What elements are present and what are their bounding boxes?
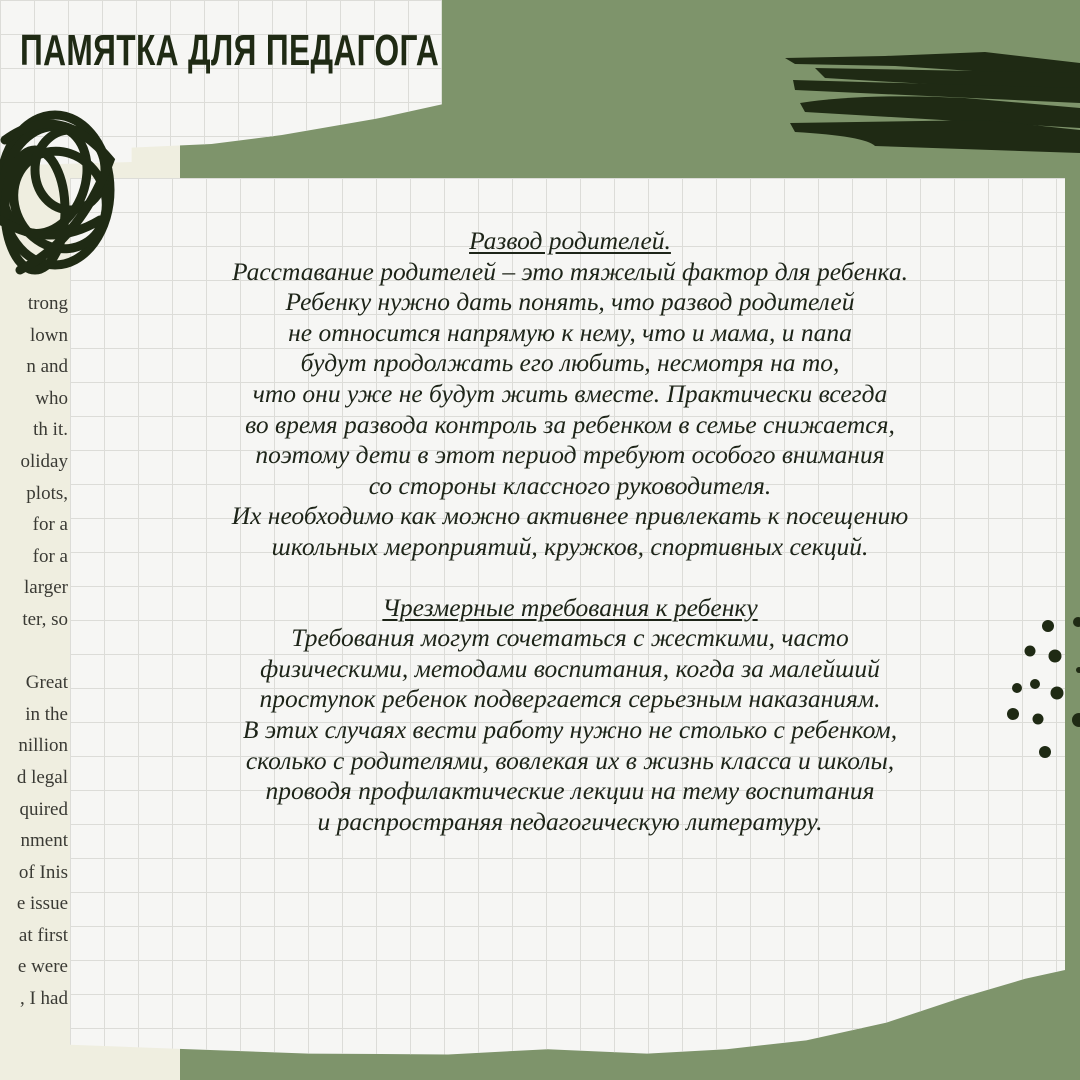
section-line: будут продолжать его любить, несмотря на то, <box>300 348 840 378</box>
memo-section <box>100 226 1040 563</box>
memo-section <box>100 593 1040 838</box>
book-line: e issue <box>16 893 68 915</box>
section-line: проступок ребенок подвергается серьезным наказаниям. <box>259 684 881 714</box>
section-line: проводя профилактические лекции на тему воспитания <box>265 776 875 806</box>
book-line: in the <box>25 703 68 725</box>
section-line: и распространяя педагогическую литературу. <box>317 806 823 836</box>
section-line: поэтому дети в этот период требуют особого внимания <box>255 440 885 470</box>
book-line: of Inis <box>18 861 68 883</box>
brush-strokes-icon <box>785 48 1080 158</box>
section-line: Требования могут сочетаться с жесткими, часто <box>291 623 849 653</box>
book-line: d legal <box>16 766 68 788</box>
book-line: plots, <box>26 482 68 504</box>
book-line: who <box>35 387 68 409</box>
section-line: В этих случаях вести работу нужно не столько с ребенком, <box>242 714 898 744</box>
section-heading: Развод родителей. <box>469 226 671 255</box>
section-line: со стороны классного руководителя. <box>368 470 772 500</box>
book-line: at first <box>18 924 68 946</box>
book-line: larger <box>24 577 68 599</box>
book-line: Great <box>25 672 68 694</box>
section-line: не относится напрямую к нему, что и мама, и папа <box>288 317 852 347</box>
book-line: for a <box>32 545 68 567</box>
book-line <box>0 636 68 668</box>
book-line: n and <box>26 356 68 378</box>
book-line: trong <box>27 293 68 314</box>
section-line: Их необходимо как можно активнее привлекать к посещению <box>231 501 909 531</box>
book-line: nillion <box>18 735 68 757</box>
section-line: физическими, методами воспитания, когда за малейший <box>260 653 880 683</box>
book-line: for a <box>32 514 68 536</box>
memo-content <box>100 226 1040 837</box>
book-line: e were <box>17 956 68 978</box>
section-heading-row <box>100 226 1040 257</box>
book-line: , I had <box>19 988 68 1010</box>
section-line: Ребенку нужно дать понять, что развод родителей <box>285 287 855 317</box>
book-line: nment <box>20 830 68 852</box>
page-title: ПАМЯТКА ДЛЯ ПЕДАГОГА <box>20 26 440 75</box>
book-line: ter, so <box>22 608 68 630</box>
book-page-text <box>0 288 68 1015</box>
book-line: th it. <box>33 419 68 441</box>
section-line: школьных мероприятий, кружков, спортивных секций. <box>271 531 869 561</box>
book-line: lown <box>30 324 68 346</box>
section-line: что они уже не будут жить вместе. Практически всегда <box>252 378 888 408</box>
section-line: Расставание родителей – это тяжелый фактор для ребенка. <box>232 256 908 286</box>
section-line: во время развода контроль за ребенком в семье снижается, <box>245 409 895 439</box>
book-line: quired <box>19 798 68 820</box>
section-line: сколько с родителями, вовлекая их в жизнь класса и школы, <box>245 745 895 775</box>
book-line: oliday <box>20 450 68 472</box>
section-heading: Чрезмерные требования к ребенку <box>382 592 758 622</box>
section-gap <box>100 563 1040 593</box>
section-heading-row <box>100 593 1040 624</box>
